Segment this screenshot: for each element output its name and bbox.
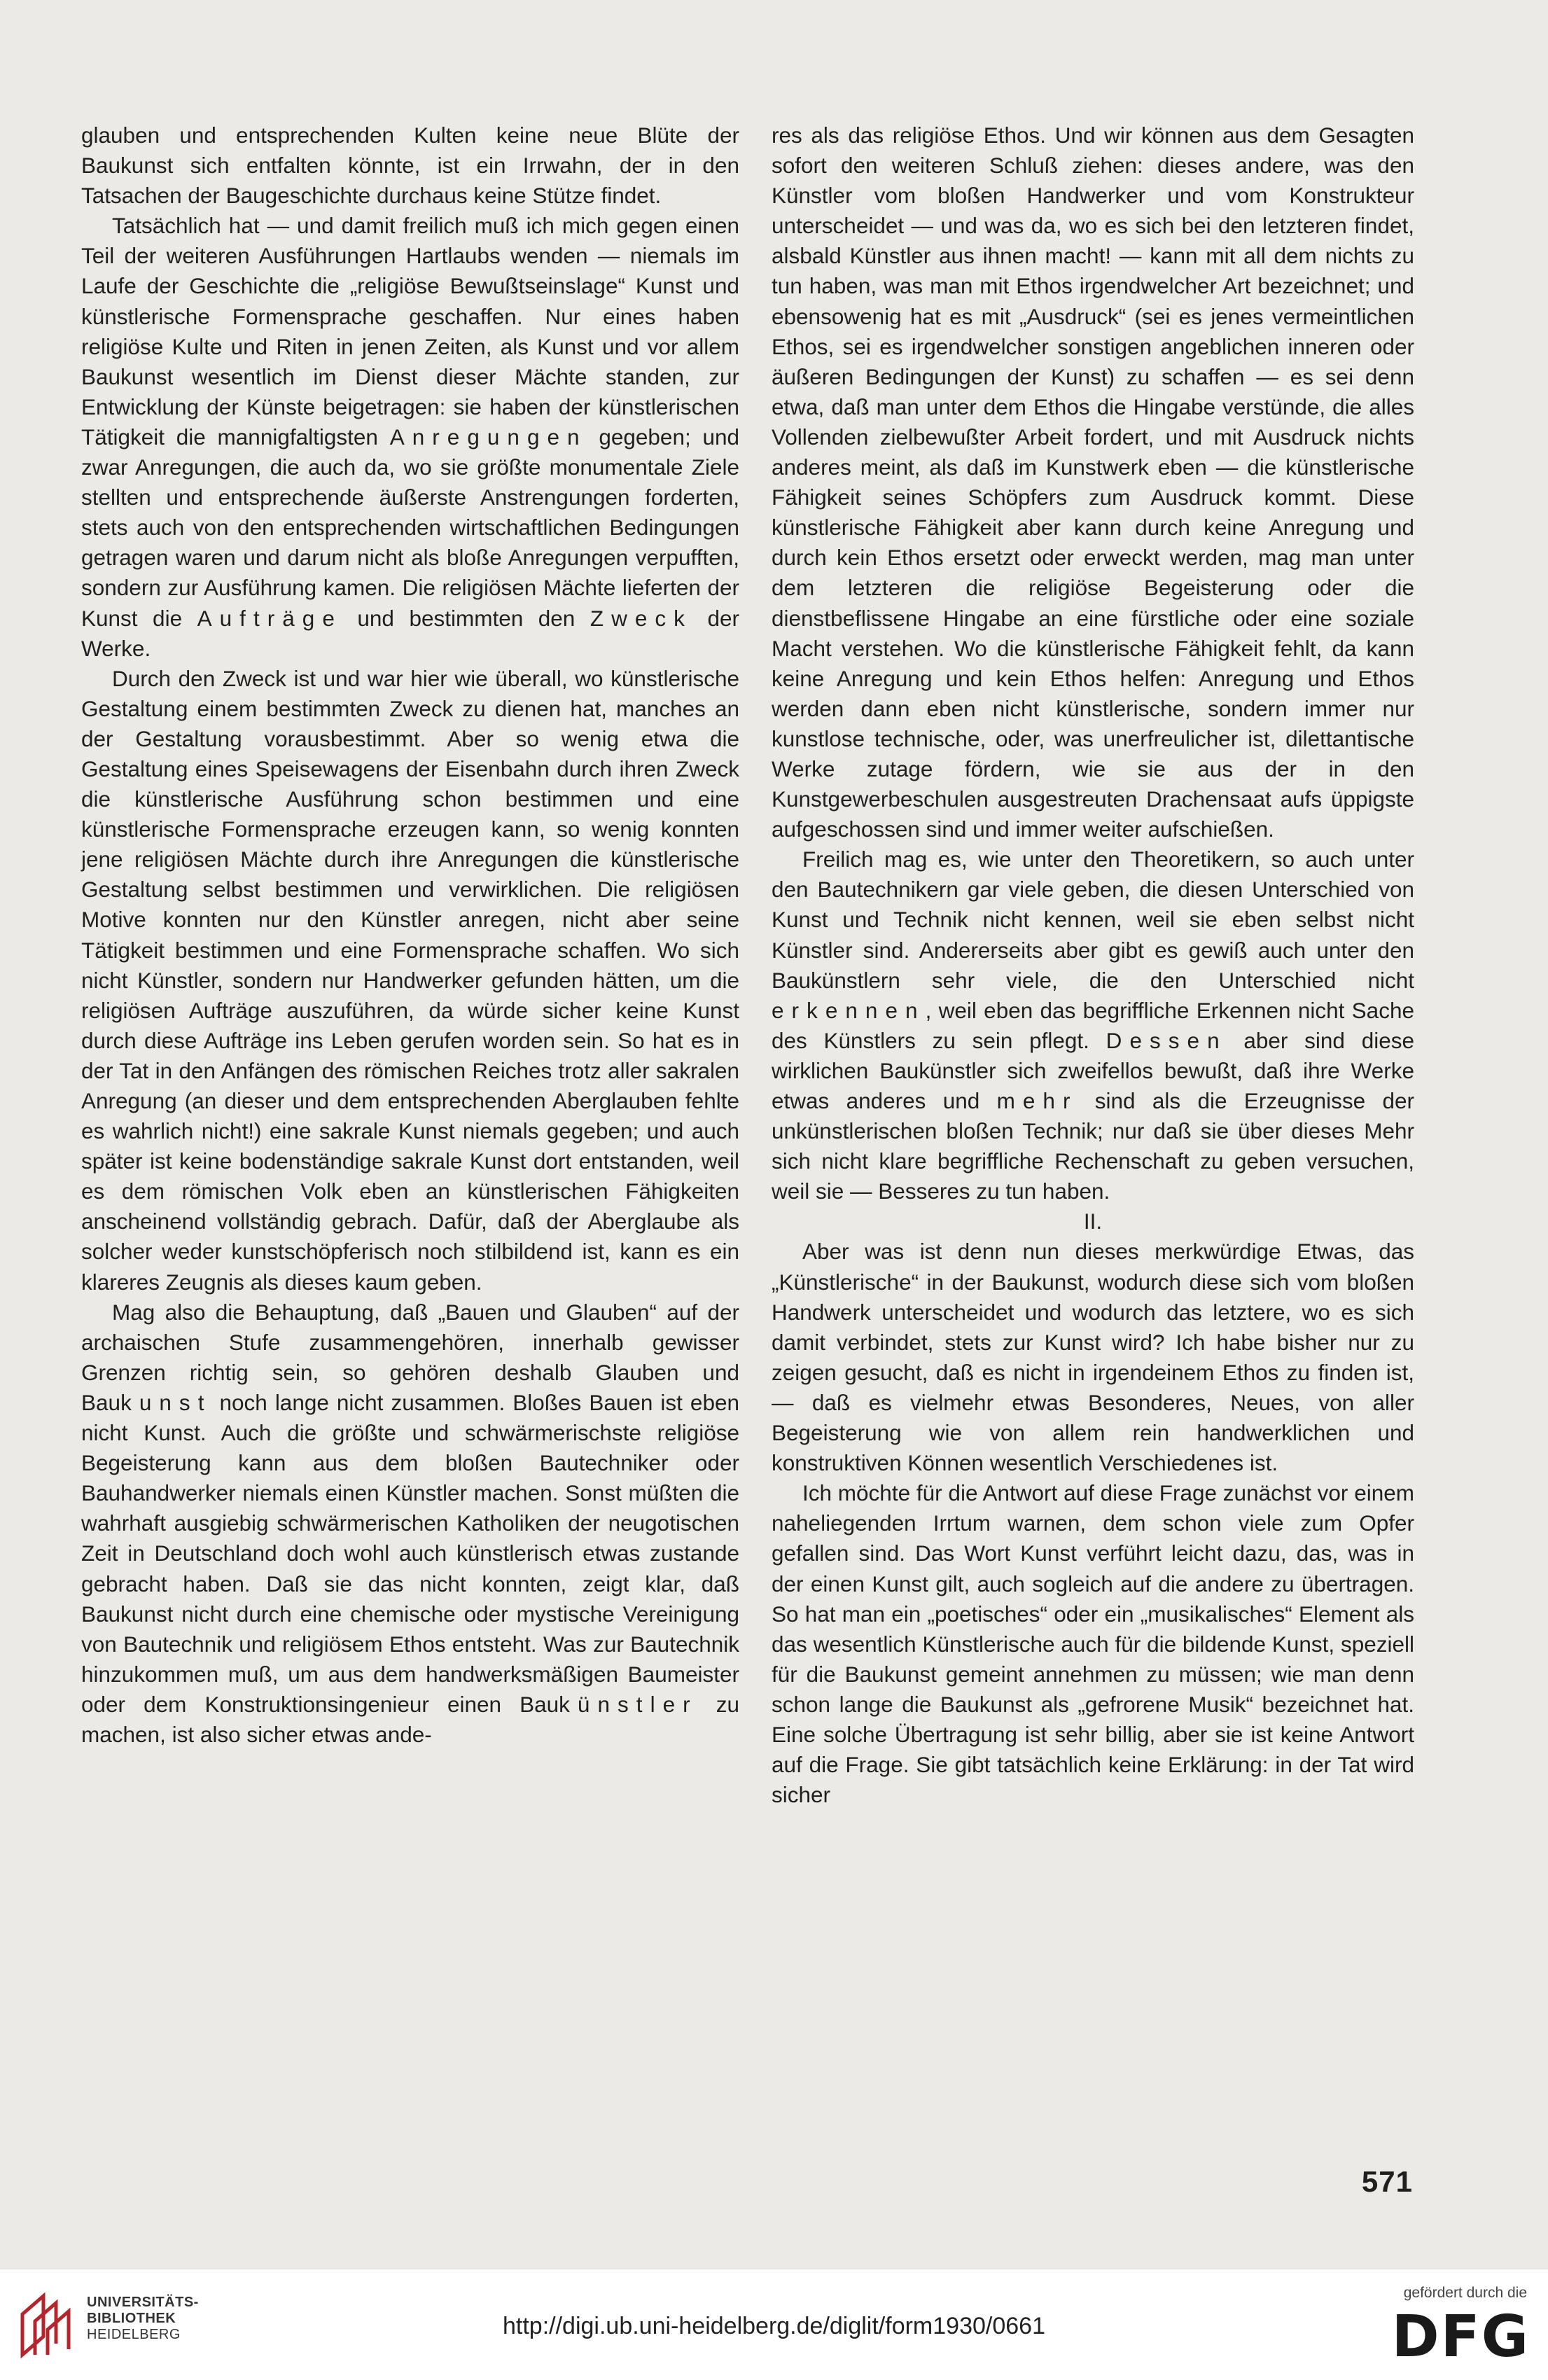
paragraph <box>772 1237 1414 1478</box>
paragraph <box>81 120 739 211</box>
text-run: Aber was ist denn nun dieses merkwürdige Etwas, das „Künstlerische“ in der Baukunst, wodurch diese sich vom bloßen Handwerk unterscheidet und wodurch das letztere, wo es sich damit verbindet, stets zur Kunst wird? Ich habe bisher nur zu zeigen gesucht, daß es nicht in irgendeinem Ethos zu finden ist, — daß es vielmehr etwas Besonderes, Neues, von aller Begeisterung wie von allem rein handwerklichen und konstruktiven Können wesentlich Verschiedenes ist. <box>772 1239 1414 1476</box>
text-run: res als das religiöse Ethos. Und wir können aus dem Gesagten sofort den weiteren Schluß ziehen: dieses andere, was den Künstler vom bloßen Handwerker und vom Konstrukteur unterscheidet — und was da, wo es sich bei den letzteren findet, alsbald Künstler aus ihnen macht! — kann mit all dem nichts zu tun haben, was man mit Ethos irgendwelcher Art bezeichnet; und ebensowenig hat es mit „Ausdruck“ (sei es jenes vermeintlichen Ethos, sei es irgendwelcher sonstigen angeblichen inneren oder äußeren Bedingungen der Kunst) zu schaffen — es sei denn etwa, daß man unter dem Ethos die Hingabe verstünde, die alles Vollenden zielbewußter Arbeit fordert, und mit Ausdruck nichts anderes meint, als daß im Kunstwerk eben — die künstlerische Fähigkeit seines Schöpfers zum Ausdruck kommt. Diese künstlerische Fähigkeit aber kann durch keine Anregung und durch kein Ethos ersetzt oder erweckt werden, mag man unter dem letzteren die religiöse Begeisterung oder die dienstbeflissene Hingabe an eine fürstliche oder eine soziale Macht verstehen. Wo die künstlerische Fähigkeit fehlt, da kann keine Anregung und kein Ethos helfen: Anregung und Ethos werden dann eben nicht künstlerische, sondern immer nur kunstlose technische, oder, was unerfreulicher ist, dilettantische Werke zutage fördern, wie sie aus der in den Kunstgewerbeschulen ausgestreuten Drachensaat aufs üppigste aufgeschossen sind und immer weiter aufschießen. <box>772 123 1414 842</box>
paragraph <box>772 120 1414 844</box>
text-run: noch lange nicht zusammen. Bloßes Bauen ist eben nicht Kunst. Auch die größte und schwärmerischste religiöse Begeisterung kann aus dem bloßen Bautechniker oder Bauhandwerker niemals einen Künstler machen. Sonst müßten die wahrhaft ausgiebig schwärmerischen Katholiken der neugotischen Zeit in Deutschland doch wohl auch künstlerisch etwas zustande gebracht haben. Daß sie das nicht konnten, zeigt klar, daß Baukunst nicht durch eine chemische oder mystische Vereinigung von Bautechnik und religiösem Ethos entsteht. Was zur Bautechnik hinzukommen muß, um aus dem handwerksmäßigen Baumeister oder dem Konstruktionsingenieur einen Bau <box>81 1389 739 1717</box>
text-run: und bestimmten den <box>342 605 590 631</box>
text-run: , weil eben das begriffliche Erkennen nicht Sache des Künstlers zu sein pflegt. <box>772 997 1414 1053</box>
text-run: aber sind diese wirklichen Baukünstler sich zweifellos bewußt, daß ihre Werke etwas anderes und <box>772 1027 1414 1113</box>
text-run: Mag also die Behauptung, daß „Bauen und Glauben“ auf der archaischen Stufe zusammengehören, innerhalb gewisser Grenzen richtig sein, so gehören deshalb Glauben und Bau <box>81 1299 739 1415</box>
text-run: sind als die Erzeugnisse der unkünstlerischen bloßen Technik; nur daß sie über dieses Mehr sich nicht klare begriffliche Rechenschaft zu geben versuchen, weil sie — Besseres zu tun haben. <box>772 1088 1414 1204</box>
spaced-emphasis: erkennen <box>772 997 926 1023</box>
section-heading <box>772 1206 1414 1237</box>
text-run: Durch den Zweck ist und war hier wie überall, wo künstlerische Gestaltung einem bestimmten Zweck zu dienen hat, manches an der Gestaltung vorausbestimmt. Aber so wenig etwa die Gestaltung eines Speisewagens der Eisenbahn durch ihren Zweck die künstlerische Ausführung schon bestimmen und eine künstlerische Formensprache erzeugen kann, so wenig konnten jene religiösen Mächte durch ihre Anregungen die künstlerische Gestaltung selbst bestimmen und verwirklichen. Die religiösen Motive konnten nur den Künstler anregen, nicht aber seine Tätigkeit bestimmen und eine Formensprache schaffen. Wo sich nicht Künstler, sondern nur Handwerker gefunden hätten, um die religiösen Aufträge auszuführen, da würde sicher keine Kunst durch diese Aufträge ins Leben gerufen worden sein. So hat es in der Tat in den Anfängen des römischen Reiches trotz aller sakralen Anregung (an dieser und dem entsprechenden Aberglauben fehlte es wahrlich nicht!) eine sakrale Kunst niemals gegeben; und auch später ist keine bodenständige sakrale Kunst dort entstanden, weil es dem römischen Volk eben an künstlerischen Fähigkeiten anscheinend vollständig gebrach. Dafür, daß der Aberglaube als solcher weder kunstschöpferisch noch stilbildend ist, kann es ein klareres Zeugnis als dieses kaum geben. <box>81 665 739 1295</box>
text-run: zu machen, ist also sicher etwas ande- <box>81 1691 739 1747</box>
spaced-emphasis: Zweck <box>590 605 692 631</box>
library-name-line2: BIBLIOTHEK <box>87 2311 176 2326</box>
footer-bar <box>0 2269 1548 2380</box>
paragraph <box>81 211 739 663</box>
text-run: glauben und entsprechenden Kulten keine neue Blüte der Baukunst sich entfalten könnte, ist ein Irrwahn, der in den Tatsachen der Baugeschichte durchaus keine Stütze findet. <box>81 123 739 209</box>
paragraph <box>81 1297 739 1750</box>
spaced-emphasis: kunst <box>120 1389 212 1415</box>
sponsor-caption: gefördert durch die <box>1403 2285 1527 2301</box>
text-run: Freilich mag es, wie unter den Theoretikern, so auch unter den Bautechnikern gar viele geben, die diesen Unterschied von Kunst und Technik nicht kennen, weil sie eben selbst nicht Künstler sind. Andererseits aber gibt es gewiß auch unter den Baukünstlern sehr viele, die den Unterschied nicht <box>772 847 1414 993</box>
spaced-emphasis: Aufträge <box>197 605 342 631</box>
spaced-emphasis: mehr <box>996 1088 1078 1113</box>
library-name-line3: HEIDELBERG <box>87 2327 181 2342</box>
spaced-emphasis: Anregungen <box>389 424 587 450</box>
paragraph <box>772 1478 1414 1810</box>
source-url-link[interactable]: http://digi.ub.uni-heidelberg.de/diglit/form1930/0661 <box>503 2313 1045 2339</box>
page-number: 571 <box>1361 2165 1413 2198</box>
text-column-right <box>772 120 1414 1810</box>
spaced-emphasis: künstler <box>559 1691 698 1717</box>
text-column-left <box>81 120 739 1750</box>
text-run: II. <box>1083 1209 1103 1234</box>
text-run: gegeben; und zwar Anregungen, die auch da, wo sie größte monumentale Ziele stellten und entsprechende äußerste Anstrengungen forderten, stets auch von den entsprechenden wirtschaftlichen Bedingungen getragen waren und darum nicht als bloße Anregungen verpufften, sondern zur Ausführung kamen. Die religiösen Mächte lieferten der Kunst die <box>81 424 739 631</box>
paragraph <box>772 844 1414 1206</box>
text-run: Tatsächlich hat — und damit freilich muß ich mich gegen einen Teil der weiteren Ausführungen Hartlaubs wenden — niemals im Laufe der Geschichte die „religiöse Bewußtseinslage“ Kunst und künstlerische Formensprache geschaffen. Nur eines haben religiöse Kulte und Riten in jenen Zeiten, als Kunst und vor allem Baukunst wesentlich im Dienst dieser Mächte standen, zur Entwicklung der Künste beigetragen: sie haben der künstlerischen Tätigkeit die mannigfaltigsten <box>81 213 739 450</box>
paragraph <box>81 664 739 1297</box>
text-run: der Werke. <box>81 605 739 661</box>
dfg-logo[interactable]: DFG <box>1391 2304 1530 2370</box>
text-run: Ich möchte für die Antwort auf diese Frage zunächst vor einem naheliegenden Irrtum warnen, dem schon viele zum Opfer gefallen sind. Das Wort Kunst verführt leicht dazu, das, was in der einen Kunst gilt, auch sogleich auf die andere zu übertragen. So hat man ein „poetisches“ oder ein „musikalisches“ Element als das wesentlich Künstlerische auch für die bildende Kunst, speziell für die Baukunst gemeint annehmen zu müssen; wie man denn schon lange die Baukunst als „gefrorene Musik“ bezeichnet hat. Eine solche Übertragung ist sehr billig, aber sie ist keine Antwort auf die Frage. Sie gibt tatsächlich keine Erklärung: in der Tat wird sicher <box>772 1480 1414 1808</box>
spaced-emphasis: Dessen <box>1106 1027 1227 1053</box>
library-name-line1: UNIVERSITÄTS- <box>87 2295 199 2310</box>
